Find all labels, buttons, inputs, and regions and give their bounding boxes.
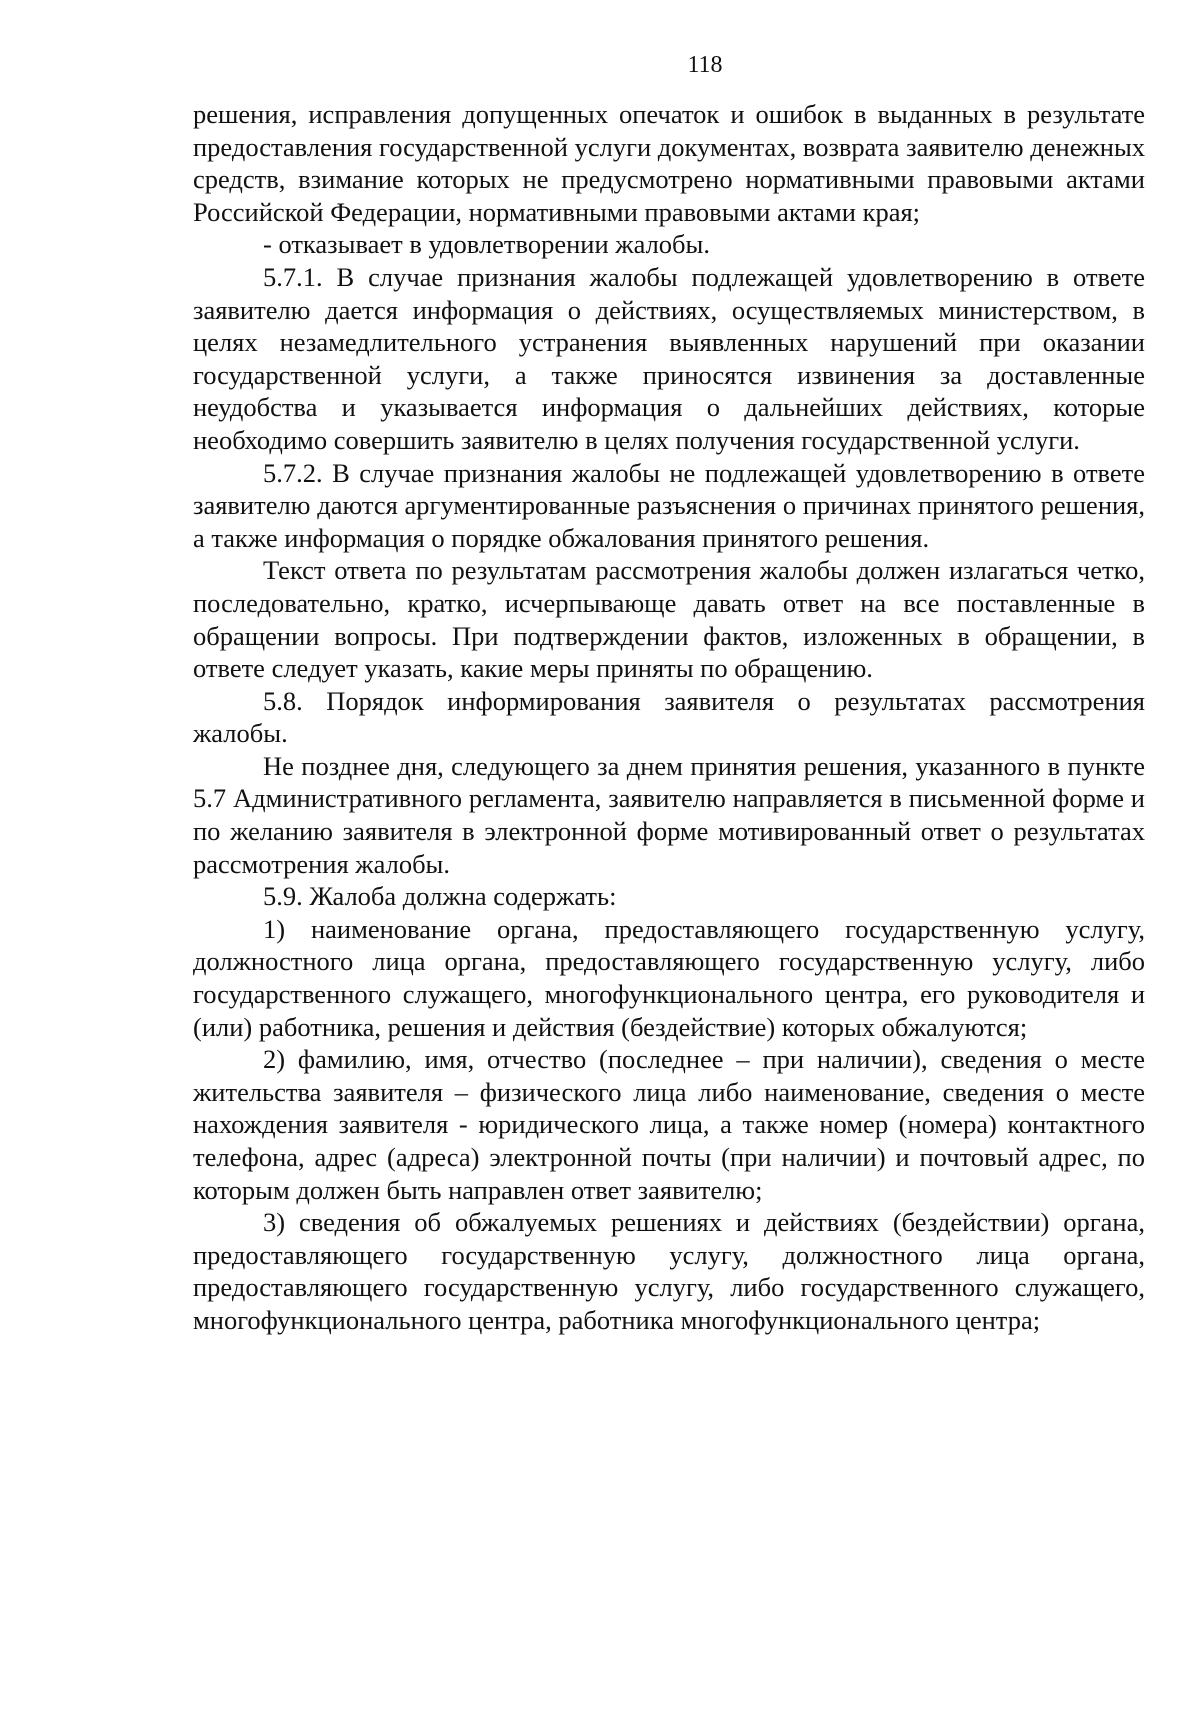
paragraph-item-3: 3) сведения об обжалуемых решениях и действиях (бездействии) органа, предоставляющего государственную услугу, должностного лица органа, предоставляющего государственную услугу, либо государственного служащего, многофункционального центра, работника многофункционального центра; bbox=[193, 1207, 1145, 1335]
page-number: 118 bbox=[687, 52, 723, 78]
paragraph-answer-text: Текст ответа по результатам рассмотрения жалобы должен излагаться четко, последовательно, кратко, исчерпывающе давать ответ на все поставленные в обращении вопросы. При подтверждении фактов, изложенных в обращении, в ответе следует указать, какие меры приняты по обращению. bbox=[193, 555, 1145, 684]
paragraph-5-8: 5.8. Порядок информирования заявителя о результатах рассмотрения жалобы. bbox=[193, 685, 1145, 749]
paragraph-1: решения, исправления допущенных опечаток и ошибок в выданных в результате предоставления государственной услуги документах, возврата заявителю денежных средств, взимание которых не предусмотрено нормативными правовыми актами Российской Федерации, нормативными правовыми актами края; bbox=[193, 99, 1145, 227]
paragraph-2: - отказывает в удовлетворении жалобы. bbox=[263, 229, 710, 260]
document-body bbox=[193, 98, 1145, 1337]
paragraph-5-7-1: 5.7.1. В случае признания жалобы подлежащей удовлетворению в ответе заявителю дается информация о действиях, осуществляемых министерством, в целях незамедлительного устранения выявленных нарушений при оказании государственной услуги, а также приносятся извинения за доставленные неудобства и указывается информация о дальнейших действиях, которые необходимо совершить заявителю в целях получения государственной услуги. bbox=[193, 261, 1145, 455]
paragraph-deadline: Не позднее дня, следующего за днем принятия решения, указанного в пункте 5.7 Административного регламента, заявителю направляется в письменной форме и по желанию заявителя в электронной форме мотивированный ответ о результатах рассмотрения жалобы. bbox=[193, 750, 1145, 879]
paragraph-item-2: 2) фамилию, имя, отчество (последнее – при наличии), сведения о месте жительства заявителя – физического лица либо наименование, сведения о месте нахождения заявителя - юридического лица, а также номер (номера) контактного телефона, адрес (адреса) электронной почты (при наличии) и почтовый адрес, по которым должен быть направлен ответ заявителю; bbox=[193, 1044, 1145, 1205]
paragraph-item-1: 1) наименование органа, предоставляющего государственную услугу, должностного лица органа, предоставляющего государственную услугу, либо государственного служащего, многофункционального центра, его руководителя и (или) работника, решения и действия (бездействие) которых обжалуются; bbox=[193, 913, 1145, 1042]
paragraph-5-7-2: 5.7.2. В случае признания жалобы не подлежащей удовлетворению в ответе заявителю даются аргументированные разъяснения о причинах принятого решения, а также информация о порядке обжалования принятого решения. bbox=[193, 457, 1145, 553]
paragraph-5-9: 5.9. Жалоба должна содержать: bbox=[263, 881, 617, 912]
